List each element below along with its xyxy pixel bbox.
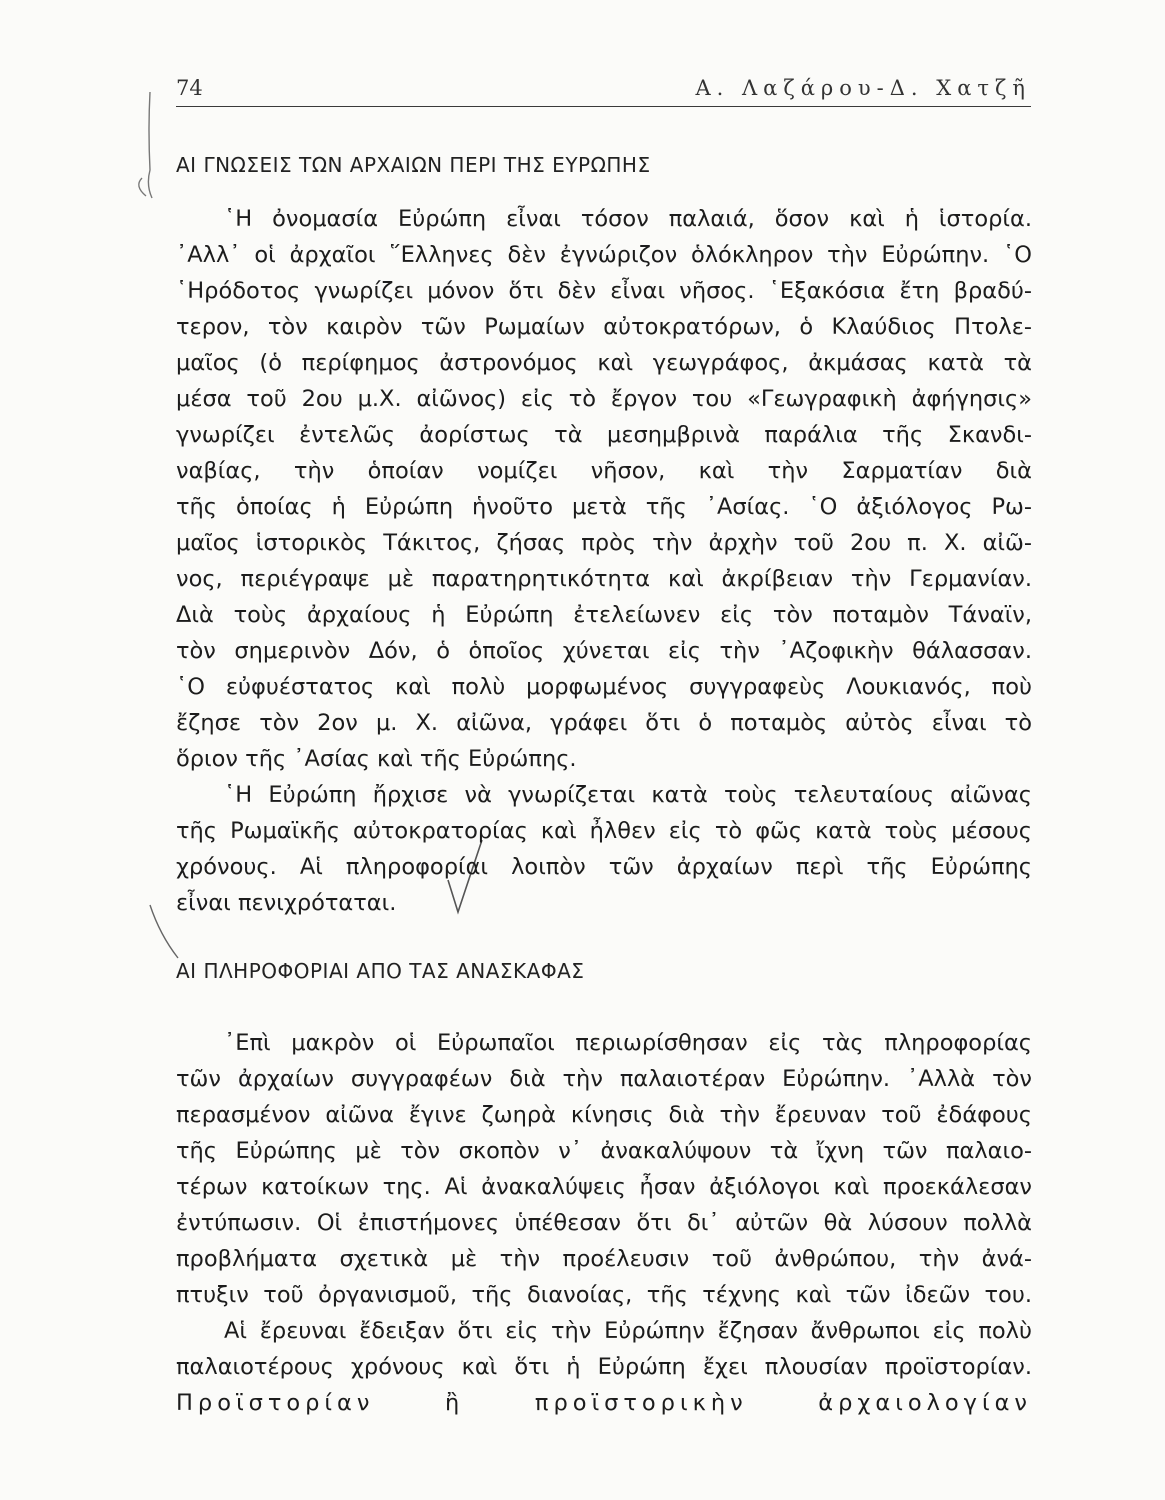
text-line: τῶν ἀρχαίων συγγραφέων διὰ τὴν παλαιοτέραν Εὐρώπην. ᾿Αλλὰ τὸν [176,1066,1032,1092]
text-line: ῾Η Εὐρώπη ἤρχισε νὰ γνωρίζεται κατὰ τοὺς τελευταίους αἰῶνας [224,782,1032,808]
text-line: ῾Ο εὐφυέστατος καὶ πολὺ μορφωμένος συγγραφεὺς Λουκιανός, ποὺ [176,674,1032,700]
text-line: προβλήματα σχετικὰ μὲ τὴν προέλευσιν τοῦ ἀνθρώπου, τὴν ἀνά- [176,1246,1032,1272]
margin-check-mark [150,905,178,958]
margin-curl-mark [139,178,146,196]
text-line: χρόνους. Αἱ πληροφορίαι λοιπὸν τῶν ἀρχαίων περὶ τῆς Εὐρώπης [176,854,1032,880]
text-line: μαῖος ἱστορικὸς Τάκιτος, ζήσας πρὸς τὴν ἀρχὴν τοῦ 2ου π. Χ. αἰῶ- [176,530,1032,556]
text-line: τὸν σημερινὸν Δόν, ὁ ὁποῖος χύνεται εἰς τὴν ᾿Αζοφικὴν θάλασσαν. [176,638,1032,664]
text-line: ὅριον τῆς ᾿Ασίας καὶ τῆς Εὐρώπης. [176,746,577,772]
text-line: Διὰ τοὺς ἀρχαίους ἡ Εὐρώπη ἐτελείωνεν εἰς τὸν ποταμὸν Τάναϊν, [176,602,1032,628]
text-line: γνωρίζει ἐντελῶς ἀορίστως τὰ μεσημβρινὰ παράλια τῆς Σκανδι- [176,422,1032,448]
page-number: 74 [176,76,203,100]
section-heading-1: ΑΙ ΓΝΩΣΕΙΣ ΤΩΝ ΑΡΧΑΙΩΝ ΠΕΡΙ ΤΗΣ ΕΥΡΩΠΗΣ [176,153,651,177]
text-line: παλαιοτέρους χρόνους καὶ ὅτι ἡ Εὐρώπη ἔχει πλουσίαν προϊστορίαν. [176,1354,1032,1380]
text-line: τέρων κατοίκων της. Αἱ ἀνακαλύψεις ἦσαν ἀξιόλογοι καὶ προεκάλεσαν [176,1174,1032,1200]
text-line: μέσα τοῦ 2ου μ.Χ. αἰῶνος) εἰς τὸ ἔργον του «Γεωγραφικὴ ἀφήγησις» [176,386,1032,412]
text-line: νος, περιέγραψε μὲ παρατηρητικότητα καὶ ἀκρίβειαν τὴν Γερμανίαν. [176,566,1032,592]
text-line: πτυξιν τοῦ ὀργανισμοῦ, τῆς διανοίας, τῆς τέχνης καὶ τῶν ἰδεῶν του. [176,1282,1032,1308]
running-head: Α. Λαζάρου-Δ. Χατζῆ [695,76,1031,100]
text-line: ῾Ηρόδοτος γνωρίζει μόνον ὅτι δὲν εἶναι νῆσος. ῾Εξακόσια ἔτη βραδύ- [176,278,1032,304]
text-line: ᾿Επὶ μακρὸν οἱ Εὐρωπαῖοι περιωρίσθησαν εἰς τὰς πληροφορίας [224,1030,1032,1056]
text-line: ῾Η ὀνομασία Εὐρώπη εἶναι τόσον παλαιά, ὅσον καὶ ἡ ἱστορία. [224,206,1032,232]
text-line: ναβίας, τὴν ὁποίαν νομίζει νῆσον, καὶ τὴν Σαρματίαν διὰ [176,458,1032,484]
text-line: τῆς Ρωμαϊκῆς αὐτοκρατορίας καὶ ἦλθεν εἰς τὸ φῶς κατὰ τοὺς μέσους [176,818,1032,844]
text-line: περασμένον αἰῶνα ἔγινε ζωηρὰ κίνησις διὰ τὴν ἔρευναν τοῦ ἐδάφους [176,1102,1032,1128]
text-line: ἔζησε τὸν 2ον μ. Χ. αἰῶνα, γράφει ὅτι ὁ ποταμὸς αὐτὸς εἶναι τὸ [176,710,1032,736]
text-line: Προϊστορίαν ἢ προϊστορικὴν ἀρχαιολογίαν [176,1390,1032,1416]
text-line: μαῖος (ὁ περίφημος ἀστρονόμος καὶ γεωγράφος, ἀκμάσας κατὰ τὰ [176,350,1032,376]
section-heading-2: ΑΙ ΠΛΗΡΟΦΟΡΙΑΙ ΑΠΟ ΤΑΣ ΑΝΑΣΚΑΦΑΣ [176,959,585,983]
text-line: τῆς Εὐρώπης μὲ τὸν σκοπὸν ν᾿ ἀνακαλύψουν τὰ ἴχνη τῶν παλαιο- [176,1138,1032,1164]
text-line: ἐντύπωσιν. Οἱ ἐπιστήμονες ὑπέθεσαν ὅτι δι᾿ αὐτῶν θὰ λύσουν πολλὰ [176,1210,1032,1236]
text-line: εἶναι πενιχρόταται. [176,890,397,916]
margin-bracket-mark [148,92,152,198]
text-line: Αἱ ἔρευναι ἔδειξαν ὅτι εἰς τὴν Εὐρώπην ἔζησαν ἄνθρωποι εἰς πολὺ [224,1318,1032,1344]
text-line: ᾿Αλλ᾿ οἱ ἀρχαῖοι ῞Ελληνες δὲν ἐγνώριζον ὁλόκληρον τὴν Εὐρώπην. ῾Ο [176,242,1032,268]
text-line: τῆς ὁποίας ἡ Εὐρώπη ἡνοῦτο μετὰ τῆς ᾿Ασίας. ῾Ο ἀξιόλογος Ρω- [176,494,1032,520]
text-line: τερον, τὸν καιρὸν τῶν Ρωμαίων αὐτοκρατόρων, ὁ Κλαύδιος Πτολε- [176,314,1032,340]
